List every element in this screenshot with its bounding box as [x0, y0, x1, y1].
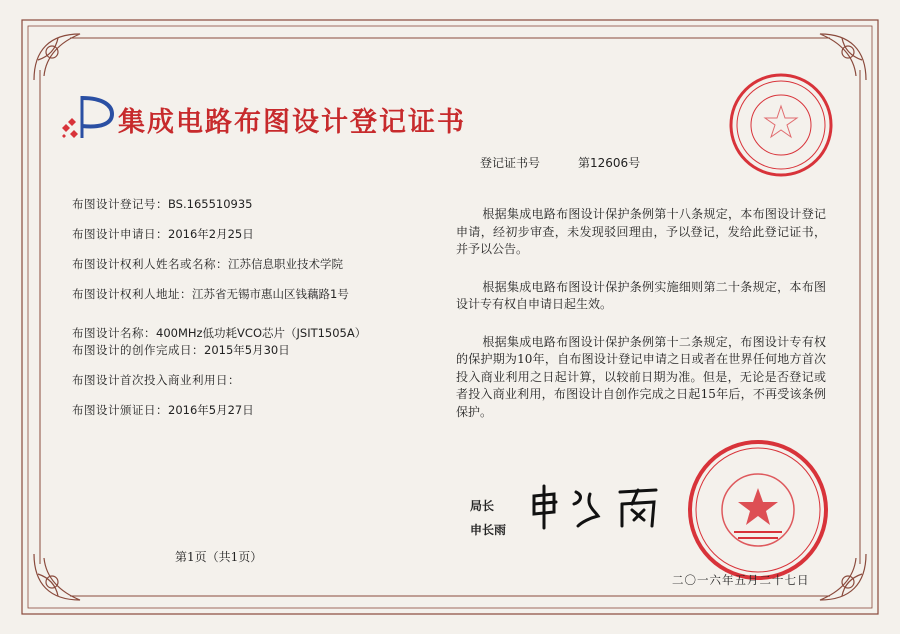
field-registration-number — [72, 196, 402, 213]
field-owner-address — [72, 286, 402, 303]
handwritten-signature — [528, 482, 668, 532]
field-value: 2016年2月25日 — [168, 227, 254, 241]
field-value: 2015年5月30日 — [204, 343, 290, 357]
field-label: 布图设计权利人地址： — [72, 287, 192, 301]
paragraph: 根据集成电路布图设计保护条例实施细则第二十条规定，本布图设计专有权自申请日起生效。 — [456, 279, 826, 311]
field-creation-date — [72, 342, 402, 359]
field-label: 布图设计名称： — [72, 326, 156, 340]
director-title: 局长 — [470, 499, 495, 513]
field-value: BS.165510935 — [168, 197, 253, 211]
certificate-number-label: 登记证书号 — [480, 156, 541, 170]
top-right-seal — [726, 70, 836, 180]
issue-date: 二〇一六年五月二十七日 — [672, 573, 810, 587]
paragraph: 根据集成电路布图设计保护条例第十八条规定，本布图设计登记申请，经初步审查，未发现驳回理由，予以登记，发给此登记证书，并予以公告。 — [456, 207, 826, 256]
field-label: 布图设计颁证日： — [72, 403, 168, 417]
ip-office-logo-icon — [60, 92, 116, 142]
field-label: 布图设计权利人姓名或名称： — [72, 257, 228, 271]
field-label: 布图设计首次投入商业利用日： — [72, 373, 240, 387]
registration-details — [72, 196, 402, 419]
field-label: 布图设计申请日： — [72, 227, 168, 241]
header — [60, 92, 480, 142]
director-name: 申长雨 — [470, 523, 507, 537]
field-first-commercial-use-date — [72, 372, 402, 389]
certificate-number-value: 第12606号 — [578, 156, 641, 170]
paragraph: 根据集成电路布图设计保护条例第十二条规定，布图设计专有权的保护期为10年，自布图设计登记申请之日或者在世界任何地方首次投入商业利用之日起计算，以较前日期为准。但是，无论是否登记或者投入商业利用，布图设计自创作完成之日起15年后，不再受该条例保护。 — [456, 334, 826, 419]
field-label: 布图设计的创作完成日： — [72, 343, 204, 357]
field-value: 2016年5月27日 — [168, 403, 254, 417]
legal-statement — [456, 206, 826, 441]
field-label: 布图设计登记号： — [72, 197, 168, 211]
field-issue-date — [72, 402, 402, 419]
director-block — [470, 494, 506, 542]
field-application-date — [72, 226, 402, 243]
field-owner-name — [72, 256, 402, 273]
document-title: 集成电路布图设计登记证书 — [118, 107, 466, 138]
field-value: 江苏信息职业技术学院 — [228, 257, 343, 271]
field-design-name — [72, 325, 402, 342]
field-value: 400MHz低功耗VCO芯片（JSIT1505A） — [156, 326, 367, 340]
field-value: 江苏省无锡市惠山区钱藕路1号 — [192, 287, 349, 301]
page-indicator: 第1页（共1页） — [175, 550, 263, 564]
official-seal — [684, 436, 832, 584]
certificate-number — [480, 154, 640, 171]
